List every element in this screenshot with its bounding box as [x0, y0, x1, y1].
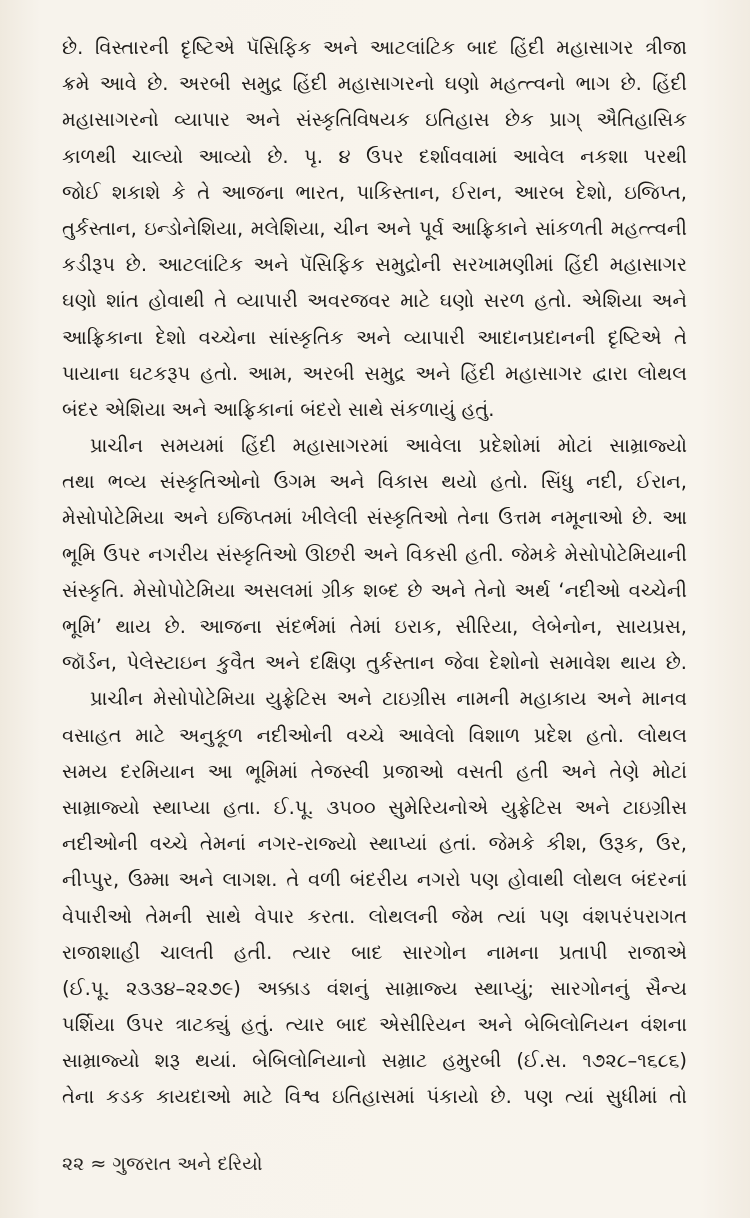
text-line: પ્રાચીન સમયમાં હિંદી મહાસાગરમાં આવેલા પ્રદેશોમાં મોટાં સામ્રાજ્યો [90, 434, 687, 458]
text-line: સામ્રાજ્યો શરૂ થયાં. બેબિલોનિયાનો સમ્રાટ હમુરબી (ઈ.સ. ૧૭૨૮–૧૬૮૬) [62, 1049, 687, 1073]
body-text [62, 30, 687, 1116]
paragraph-3 [62, 681, 687, 1115]
text-line: વેપારીઓ તેમની સાથે વેપાર કરતા. લોથલની જેમ ત્યાં પણ વંશપરંપરાગત [62, 904, 687, 928]
text-line: પ્રાચીન મેસોપોટેમિયા યુફ્રેટિસ અને ટાઇગ્રીસ નામની મહાકાય અને માનવ [90, 687, 687, 711]
text-line: રાજાશાહી ચાલતી હતી. ત્યાર બાદ સારગોન નામના પ્રતાપી રાજાએ [62, 940, 687, 964]
text-line: કાળથી ચાલ્યો આવ્યો છે. પૃ. ૪ ઉપર દર્શાવવામાં આવેલ નકશા પરથી [62, 144, 687, 168]
text-line: પર્શિયા ઉપર ત્રાટક્યું હતું. ત્યાર બાદ એસીરિયન અને બેબિલોનિયન વંશના [62, 1013, 687, 1037]
text-line: વસાહત માટે અનુકૂળ નદીઓની વચ્ચે આવેલો વિશાળ પ્રદેશ હતો. લોથલ [62, 723, 687, 747]
text-line: સામ્રાજ્યો સ્થાપ્યા હતા. ઈ.પૂ. ૩૫૦૦ સુમેરિયનોએ યુફ્રેટિસ અને ટાઇગ્રીસ [62, 795, 687, 819]
text-line: મેસોપોટેમિયા અને ઇજિપ્તમાં ખીલેલી સંસ્કૃતિઓ તેના ઉત્તમ નમૂનાઓ છે. આ [62, 506, 687, 530]
text-line: ક્રમે આવે છે. અરબી સમુદ્ર હિંદી મહાસાગરનો ઘણો મહત્ત્વનો ભાગ છે. હિંદી [62, 72, 687, 96]
text-line: છે. વિસ્તારની દૃષ્ટિએ પૅસિફિક અને આટલાંટિક બાદ હિંદી મહાસાગર ત્રીજા [62, 36, 687, 59]
paragraph-2 [62, 428, 687, 681]
text-line: મહાસાગરનો વ્યાપાર અને સંસ્કૃતિવિષયક ઇતિહાસ છેક પ્રાગ્ ઐતિહાસિક [62, 108, 687, 132]
paragraph-1 [62, 30, 687, 428]
text-line: બંદર એશિયા અને આફ્રિકાનાં બંદરો સાથે સંકળાયું હતું. [62, 397, 495, 421]
text-line: તથા ભવ્ય સંસ્કૃતિઓનો ઉગમ અને વિકાસ થયો હતો. સિંધુ નદી, ઈરાન, [62, 470, 687, 494]
text-line: આફ્રિકાના દેશો વચ્ચેના સાંસ્કૃતિક અને વ્યાપારી આદાનપ્રદાનની દૃષ્ટિએ તે [62, 325, 687, 349]
text-line: પાયાના ઘટકરૂપ હતો. આમ, અરબી સમુદ્ર અને હિંદી મહાસાગર દ્વારા લોથલ [62, 361, 687, 385]
text-line: નીપ્પુર, ઉમ્મા અને લાગશ. તે વળી બંદરીય નગરો પણ હોવાથી લોથલ બંદરનાં [62, 868, 687, 892]
text-line: સંસ્કૃતિ. મેસોપોટેમિયા અસલમાં ગ્રીક શબ્દ છે અને તેનો અર્થ ‘નદીઓ વચ્ચેની [62, 578, 687, 602]
text-line: કડીરૂપ છે. આટલાંટિક અને પૅસિફિક સમુદ્રોની સરખામણીમાં હિંદી મહાસાગર [62, 253, 687, 277]
text-line: સમય દરમિયાન આ ભૂમિમાં તેજસ્વી પ્રજાઓ વસતી હતી અને તેણે મોટાં [62, 759, 687, 783]
text-line: ઘણો શાંત હોવાથી તે વ્યાપારી અવરજવર માટે ઘણો સરળ હતો. એશિયા અને [62, 289, 687, 313]
text-line: જૉર્ડન, પેલેસ્ટાઇન કુવૈત અને દક્ષિણ તુર્કસ્તાન જેવા દેશોનો સમાવેશ થાય છે. [62, 651, 687, 675]
text-line: તુર્કસ્તાન, ઇન્ડોનેશિયા, મલેશિયા, ચીન અને પૂર્વ આફ્રિકાને સાંકળતી મહત્ત્વની [62, 216, 687, 240]
text-line: નદીઓની વચ્ચે તેમનાં નગર-રાજ્યો સ્થાપ્યાં હતાં. જેમકે કીશ, ઉરૂક, ઉર, [62, 832, 687, 856]
page-footer: ૨૨ ≈ ગુજરાત અને દરિયો [62, 1153, 263, 1175]
text-line: (ઈ.પૂ. ૨૩૩૪–૨૨૭૯) અક્કાડ વંશનું સામ્રાજ્ય સ્થાપ્યું; સારગોનનું સૈન્ય [62, 976, 687, 1000]
text-line: ભૂમિ’ થાય છે. આજના સંદર્ભમાં તેમાં ઇરાક, સીરિયા, લેબેનોન, સાયપ્રસ, [62, 615, 687, 638]
text-line: જોઈ શકાશે કે તે આજના ભારત, પાકિસ્તાન, ઈરાન, આરબ દેશો, ઇજિપ્ત, [62, 180, 687, 204]
text-line: તેના કડક કાયદાઓ માટે વિશ્વ ઇતિહાસમાં પંકાયો છે. પણ ત્યાં સુધીમાં તો [62, 1085, 687, 1109]
text-line: ભૂમિ ઉપર નગરીય સંસ્કૃતિઓ ઊછરી અને વિકસી હતી. જેમકે મેસોપોટેમિયાની [62, 542, 687, 566]
